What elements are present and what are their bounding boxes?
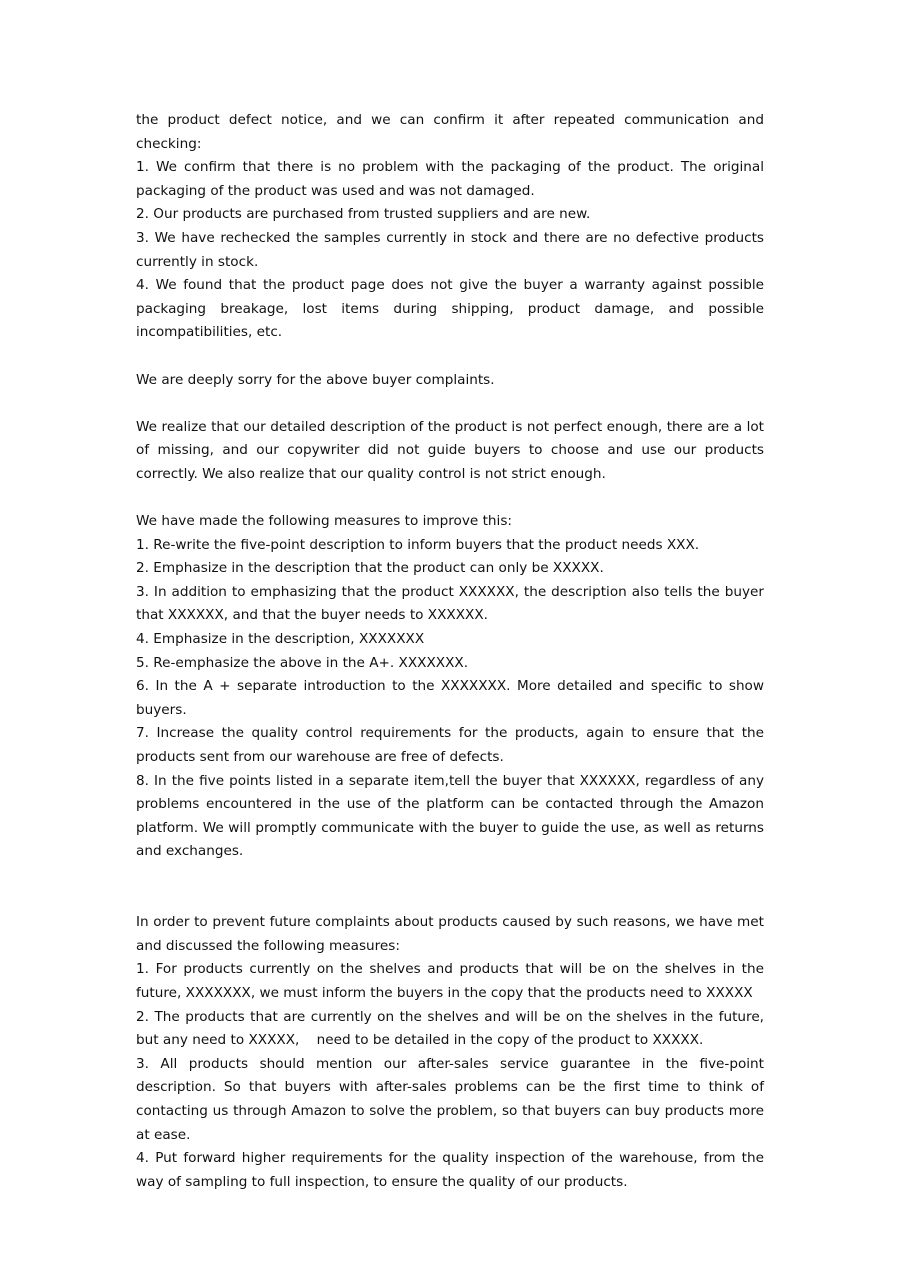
section1-intro: the product defect notice, and we can confirm it after repeated communication and checking: (136, 112, 764, 152)
section3-item-2: 2. The products that are currently on the shelves and will be on the shelves in the future, but any need to XXXXX, need to be detailed in the copy of the product to XXXXX. (136, 1008, 769, 1049)
realization-paragraph: We realize that our detailed description of the product is not perfect enough, there are a lot of missing, and our copywriter did not guide buyers to choose and use our products correctly. We also realize that our quality control is not strict enough. (136, 418, 764, 482)
section2-item-8: 8. In the five points listed in a separate item,tell the buyer that XXXXXX, regardless of any problems encountered in the use of the platform can be contacted through the Amazon platform. We will promptly communicate with the buyer to guide the use, as well as returns and exchanges. (136, 772, 764, 860)
section3-item-1: 1. For products currently on the shelves and products that will be on the shelves in the future, XXXXXXX, we must inform the buyers in the copy that the products need to XXXXX (136, 961, 764, 1001)
document-body (136, 109, 769, 1194)
section2-item-1: 1. Re-write the five-point description to inform buyers that the product needs XXX. (136, 536, 700, 553)
section1-item-1: 1. We confirm that there is no problem with the packaging of the product. The original packaging of the product was used and was not damaged. (136, 159, 764, 199)
section2-item-5: 5. Re-emphasize the above in the A+. XXXXXXX. (136, 654, 469, 671)
section1-item-2: 2. Our products are purchased from trusted suppliers and are new. (136, 206, 591, 223)
section2-item-4: 4. Emphasize in the description, XXXXXXX (136, 631, 425, 648)
section3-intro: In order to prevent future complaints about products caused by such reasons, we have met and discussed the following measures: (136, 914, 764, 954)
paragraph-gap (136, 487, 764, 511)
section2-item-3: 3. In addition to emphasizing that the product XXXXXX, the description also tells the buyer that XXXXXX, and that the buyer needs to XXXXXX. (136, 583, 764, 624)
section2-item-7: 7. Increase the quality control requirements for the products, again to ensure that the products sent from our warehouse are free of defects. (136, 725, 764, 766)
paragraph-gap (136, 864, 764, 911)
paragraph-gap (136, 345, 764, 369)
section3-item-3: 3. All products should mention our after-sales service guarantee in the five-point description. So that buyers with after-sales problems can be the first time to think of contacting us through Amazon to solve the problem, so that buyers can buy products more at ease. (136, 1055, 764, 1143)
section1-item-4: 4. We found that the product page does not give the buyer a warranty against possible packaging breakage, lost items during shipping, product damage, and possible incompatibilities, etc. (136, 277, 764, 341)
section1-item-3: 3. We have rechecked the samples currently in stock and there are no defective products currently in stock. (136, 229, 764, 270)
paragraph-gap (136, 392, 764, 416)
section2-item-2: 2. Emphasize in the description that the product can only be XXXXX. (136, 560, 604, 577)
section2-intro: We have made the following measures to improve this: (136, 513, 512, 530)
section3-item-4: 4. Put forward higher requirements for the quality inspection of the warehouse, from the way of sampling to full inspection, to ensure the quality of our products. (136, 1150, 764, 1190)
apology-paragraph: We are deeply sorry for the above buyer complaints. (136, 371, 495, 388)
section2-item-6: 6. In the A + separate introduction to the XXXXXXX. More detailed and specific to show buyers. (136, 678, 764, 718)
